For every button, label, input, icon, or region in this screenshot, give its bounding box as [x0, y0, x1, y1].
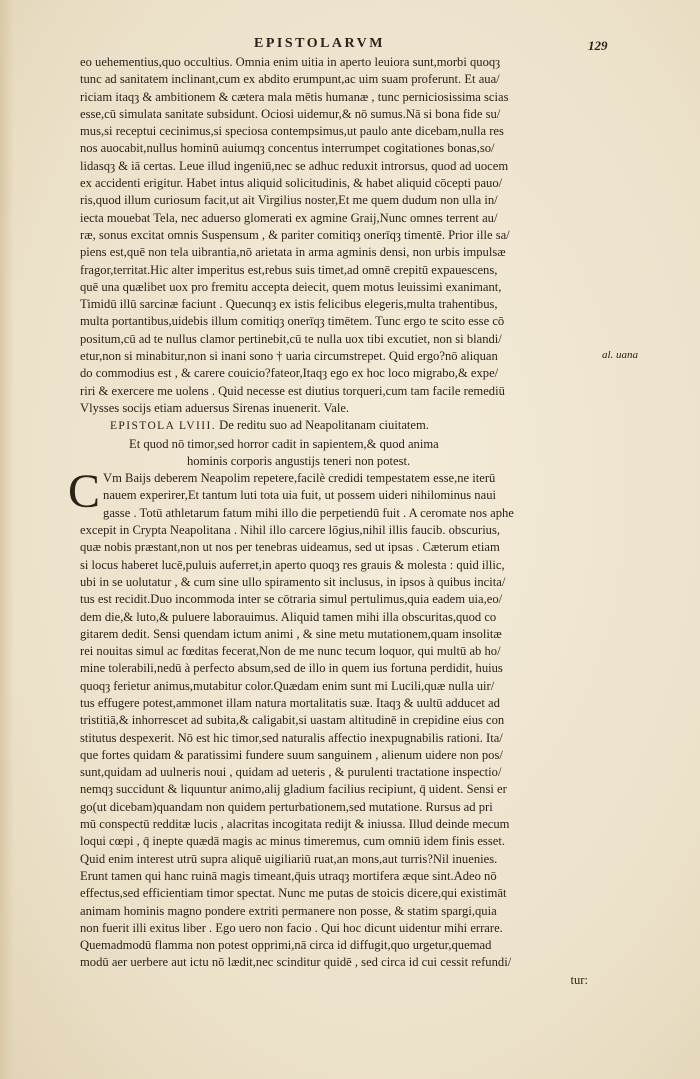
text-line: Erunt tamen qui hanc ruinā magis timeant,q̄uis utraqȝ mortifera æque sint.Adeo nō — [80, 868, 497, 883]
text-line: rei nouitas simul ac fœditas fecerat,Non de me nunc tecum loquor, qui multū ab ho/ — [80, 644, 501, 659]
text-line: ex accidenti erigitur. Habet intus aliquid solicitudinis, & habet aliquid cōcepti pauo/ — [80, 176, 503, 191]
text-line: fragor,territat.Hic alter imperitus est,rebus suis timet,ad omnē crepitū expauescens, — [80, 262, 498, 277]
text-line: ubi in se uolutatur , & cum sine ullo spiramento sit inclusus, in ipsos à quibus incita/ — [80, 574, 506, 589]
letter-58-body — [68, 465, 598, 972]
text-line: animam hominis magno pondere extriti permanere non posse, & statim spargi,quia — [80, 903, 497, 918]
text-line: iecta mouebat Tela, nec aduerso glomerati ex agmine Graij,Nunc omnes terrent au/ — [80, 210, 498, 225]
text-line: nemqȝ succidunt & liquuntur animo,alij gladium facilius recipiunt, q̄ uident. Sensi er — [80, 782, 507, 797]
text-block — [68, 54, 598, 989]
text-line: sunt,quidam ad uulneris noui , quidam ad ueteris , & purulenti tractatione inspectio/ — [80, 765, 502, 780]
text-line: si locus haberet lucē,puluis auferret,in aperto quoqȝ res grauis & molesta : quid illic, — [80, 557, 505, 572]
margin-note: al. uana — [602, 349, 639, 361]
text-line: effectus,sed efficientiam timor spectat. Nunc me putas de stoicis dicere,qui existimāt — [80, 886, 507, 901]
text-line: nos auocabit,nullus hominū auiumqȝ concentus interrumpet cogitationes bonas,so/ — [80, 141, 495, 156]
text-line: tus est recidit.Duo incommoda inter se cōtraria simul pertulimus,quia eadem uia,eo/ — [80, 592, 503, 607]
text-line: esse,cū simulata sanitate subsidunt. Ociosi uidemur,& nō sumus.Nā si bona fide su/ — [80, 106, 501, 121]
text-line: gitarem dedit. Sensi quendam ictum animi , & sine metu mutationem,quam insolitæ — [80, 626, 502, 641]
text-line: riciam itaqȝ & ambitionem & cætera mala mētis humanæ , tunc perniciosissima scias — [80, 89, 509, 104]
text-line: multa portantibus,uidebis illum comitiqȝ onerīqȝ timētem. Tunc ergo te scito esse cō — [80, 314, 505, 329]
text-line: positum,cū ad te nullus clamor pertinebit,cū te nulla uox tibi excutiet, non si blandi/ — [80, 331, 502, 346]
text-line: Quid enim interest utrū supra aliquē uigiliariū ruat,an mons,aut turris?Nil inuenies. — [80, 851, 498, 866]
letter-57-ending — [80, 54, 598, 417]
epistle-label: EPISTOLA LVIII. — [110, 420, 216, 433]
text-line: mū conspectū redditæ lucis , alacritas incogitata redijt & iniussa. Illud deinde mecum — [80, 817, 510, 832]
text-line: quē una quælibet uox pro fremitu accepta deiecit, quem motus leuissimi exanimant, — [80, 279, 502, 294]
text-line: tus effugere potest,ammonet illam natura mortalitatis suæ. Itaqȝ & uultū adducet ad — [80, 695, 500, 710]
text-line: eo uehementius,quo occultius. Omnia enim uitia in aperto leuiora sunt,morbi quoqȝ — [80, 55, 501, 69]
text-line: mine tolerabili,nedū à perfecto absum,sed de illo in quem ius fortuna perdidit, huius — [80, 661, 503, 676]
text-line: tunc ad sanitatem inclinant,cum ex abdito erumpunt,ac uim suam proferunt. Et aua/ — [80, 72, 500, 87]
text-line: do commodius est , & carere couicio?fateor,Itaqȝ ego ex hoc loco migrabo,& expe/ — [80, 366, 499, 381]
running-head: EPISTOLARVM — [254, 36, 385, 51]
text-line: que fortes quidam & paratissimi fundere suum sanguinem , alienum uidere non pos/ — [80, 747, 503, 762]
page-gutter-shadow — [0, 0, 14, 1079]
text-line: quoqȝ ferietur animus,mutabitur color.Quædam enim sunt mi Lucili,quæ nulla uir/ — [80, 678, 495, 693]
text-line: tristitiā,& inhorrescet ad subita,& caligabit,si uastam altitudinē in crepidine eius con — [80, 713, 505, 728]
text-line: excepit in Crypta Neapolitana . Nihil illo carcere lōgius,nihil illis faucib. obscurius, — [80, 523, 501, 538]
text-line: quæ nobis præstant,non ut nos per tenebras uideamus, sed ut ipsas . Cæterum etiam — [80, 540, 500, 555]
epistle-title-line-2: Et quod nō timor,sed horror cadit in sapientem,& quod anima — [129, 436, 439, 451]
text-line: nauem experirer,Et tantum luti tota uia fuit, ut possem uideri nihilominus naui — [103, 488, 496, 503]
text-line: ræ, sonus excitat omnis Suspensum , & pariter comitiqȝ onerīqȝ timentē. Prior ille sa/ — [80, 227, 510, 242]
catchword: tur: — [570, 972, 588, 987]
text-line: piens est,quē non tela uibrantia,nō arietata in arma agminis densi, non urbis impulsæ — [80, 245, 506, 260]
text-line: ris,quod illum curiosum facit,ut ait Virgilius noster,Et me quem dudum non ulla in/ — [80, 193, 498, 208]
text-line: Vlysses socijs etiam aduersus Sirenas inuenerit. Vale. — [80, 400, 350, 415]
text-line: stitutus despexerit. Nō est hic timor,sed naturalis affectio inexpugnabilis rationi. Ita/ — [80, 730, 503, 745]
folio-number: 129 — [588, 38, 608, 53]
text-line: modū aer uerbere aut ictu nō lædit,nec scinditur quidē , sed circa id cui cessit refundi/ — [80, 955, 512, 970]
text-line: Vm Baijs deberem Neapolim repetere,facilè credidi tempestatem esse,ne iterū — [103, 471, 496, 486]
text-line: non fuerit illi exitus liber . Ego uero non facio . Qui hoc dicunt uidentur mihi errare. — [80, 920, 503, 935]
epistle-title-line-3: hominis corporis angustijs teneri non potest. — [187, 453, 411, 468]
text-line: etur,non si minabitur,non si inani sono † uaria circumstrepet. Quid ergo?nō aliquan — [80, 349, 498, 364]
epistle-title-line-1: De reditu suo ad Neapolitanam ciuitatem. — [215, 418, 429, 433]
text-line: go(ut dicebam)quandam non quidem perturbationem,sed mutatione. Rursus ad pri — [80, 799, 493, 814]
text-line: lidasqȝ & iā certas. Leue illud ingeniū,nec se adhuc reduxit introrsus, quod ad uocem — [80, 158, 509, 173]
text-line: riri & exercere me uolens . Quid necesse est diutius torqueri,cum tam facile remediū — [80, 383, 505, 398]
text-line: Quemadmodū flamma non potest opprimi,nā circa id diffugit,quo urgetur,quemad — [80, 938, 492, 953]
text-line: Timidū illū sarcinæ faciunt . Quecunqȝ ex istis felicibus elegeris,multa trahentibus, — [80, 297, 498, 312]
drop-cap: C — [68, 465, 101, 519]
text-line: dem die,& luto,& puluere laborauimus. Aliquid tamen mihi illa obscuritas,quod co — [80, 609, 497, 624]
text-line: loqui cœpi , q̄ inepte quædā magis ac minus timeremus, cum omniū idem finis esset. — [80, 834, 505, 849]
text-line: gasse . Totū athletarum fatum mihi illo die perpetiendū fuit . A ceromate nos aphe — [103, 505, 514, 520]
text-line: mus,si receptui cecinimus,si speciosa contempsimus,ut paulo ante dicebam,nulla res — [80, 124, 504, 139]
epistle-heading — [80, 417, 598, 435]
